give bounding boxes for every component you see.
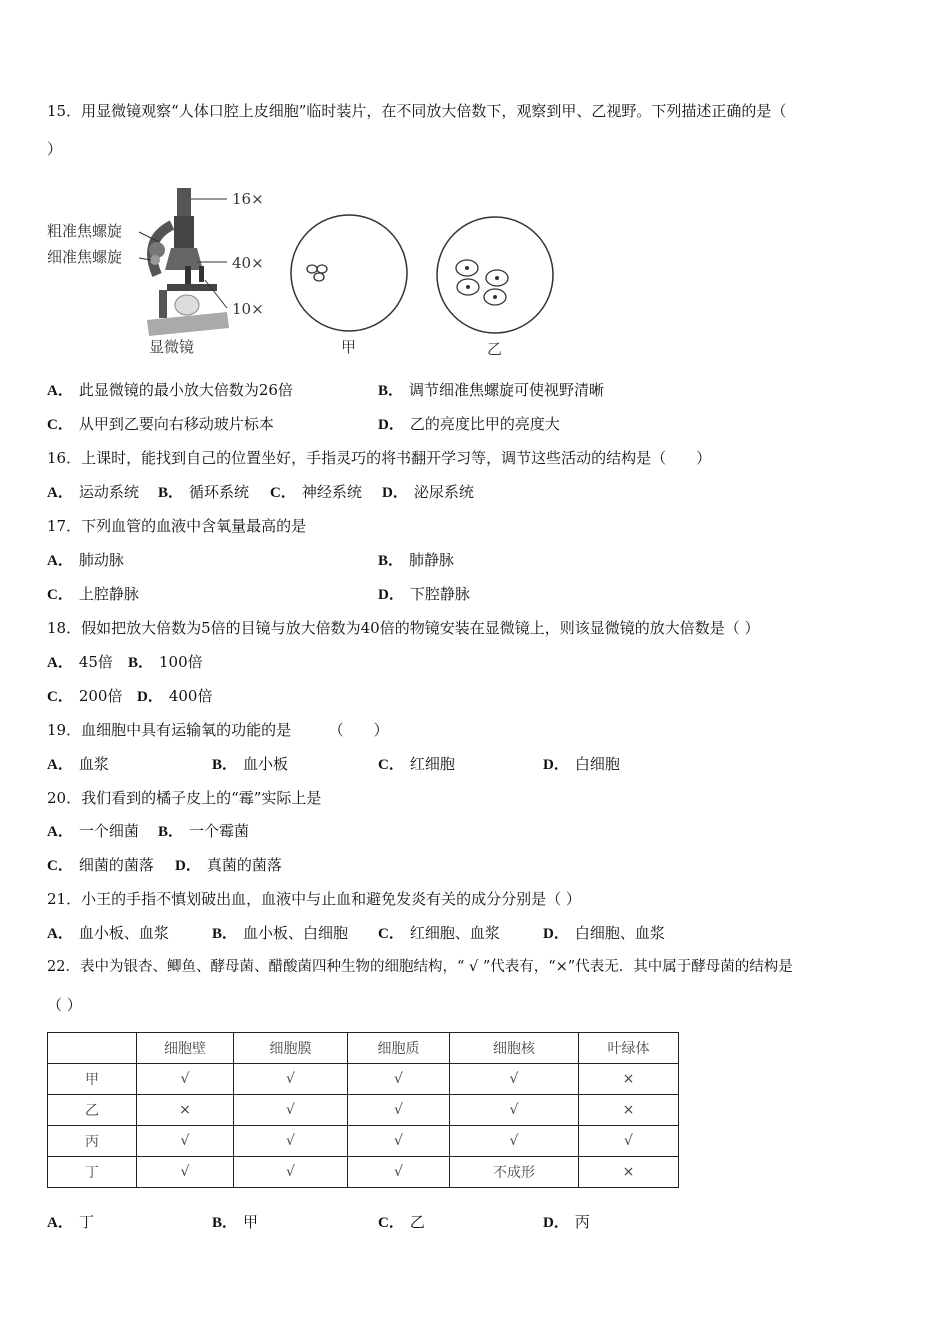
option-text: 乙 [409,1213,425,1231]
option-text: 乙的亮度比甲的亮度大 [409,415,560,433]
view-b-caption: 乙 [487,340,503,358]
option-text: 一个霉菌 [189,822,250,840]
q16-option-a[interactable] [47,482,139,503]
option-letter: A． [47,383,73,399]
option-letter: B． [128,655,154,671]
table-header-cell [48,1033,137,1064]
microscope-icon [139,188,229,336]
q17-option-d[interactable] [378,584,470,605]
option-text: 血小板 [243,755,289,773]
fine-focus-label: 细准焦螺旋 [47,248,123,266]
q15-option-a[interactable] [47,380,293,401]
q17-stem: 17．下列血管的血液中含氧量最高的是 [47,517,307,535]
option-text: 调节细准焦螺旋可使视野清晰 [409,381,605,399]
view-b-circle [437,217,553,333]
option-letter: C． [270,485,296,501]
option-letter: B． [378,383,404,399]
table-cell: 甲 [48,1064,137,1095]
option-text: 肺动脉 [78,551,124,569]
q15-stem-close: ） [47,140,63,158]
table-cell: √ [234,1095,348,1126]
q21-option-d[interactable] [543,923,665,944]
option-text: 一个细菌 [78,822,139,840]
table-cell: √ [137,1157,234,1188]
table-cell: √ [234,1126,348,1157]
option-text: 甲 [243,1213,259,1231]
option-text: 神经系统 [301,483,362,501]
table-row [48,1095,679,1126]
table-header-cell: 细胞膜 [234,1033,348,1064]
option-text: 血小板、白细胞 [243,924,349,942]
q19-option-a[interactable] [47,754,109,775]
table-cell: √ [234,1157,348,1188]
option-text: 100倍 [159,653,203,671]
table-cell: √ [348,1095,450,1126]
option-letter: A． [47,926,73,942]
table-cell: √ [348,1126,450,1157]
q19-option-c[interactable] [378,754,455,775]
q16-stem: 16．上课时，能找到自己的位置坐好，手指灵巧的将书翻开学习等，调节这些活动的结构是（ ） [47,449,712,467]
view-b-cells [456,260,508,305]
option-letter: D． [543,926,569,942]
option-text: 细菌的菌落 [78,856,154,874]
option-text: 白细胞 [574,755,620,773]
q20-option-d[interactable] [175,855,282,876]
option-letter: B． [378,553,404,569]
q16-option-c[interactable] [270,482,362,503]
option-text: 血小板、血浆 [78,924,169,942]
table-header-cell: 细胞核 [450,1033,579,1064]
table-cell: 不成形 [450,1157,579,1188]
table-cell: × [579,1157,679,1188]
option-letter: D． [543,757,569,773]
q15-figure [47,180,562,360]
cell-structure-table [47,1032,679,1188]
option-text: 从甲到乙要向右移动玻片标本 [78,415,274,433]
option-text: 白细胞、血浆 [574,924,665,942]
option-text: 此显微镜的最小放大倍数为26倍 [78,381,293,399]
option-text: 200倍 [78,687,123,705]
table-cell: 丙 [48,1126,137,1157]
table-cell: 丁 [48,1157,137,1188]
view-a-caption: 甲 [341,338,357,356]
q18-option-d[interactable] [137,686,212,707]
option-letter: C． [47,417,73,433]
q18-stem: 18．假如把放大倍数为5倍的目镜与放大倍数为40倍的物镜安装在显微镜上，则该显微镜的放大倍数是（ ） [47,619,760,637]
table-row [48,1126,679,1157]
microscope-and-views [47,180,562,360]
option-text: 肺静脉 [409,551,455,569]
option-text: 丙 [574,1213,590,1231]
option-letter: C． [47,858,73,874]
option-text: 下腔静脉 [409,585,470,603]
option-text: 400倍 [168,687,213,705]
q16-option-b[interactable] [158,482,249,503]
q20-option-b[interactable] [158,821,249,842]
option-text: 红细胞、血浆 [409,924,500,942]
option-letter: B． [158,485,184,501]
table-header-cell: 细胞质 [348,1033,450,1064]
option-letter: A． [47,655,73,671]
q20-option-c[interactable] [47,855,154,876]
option-letter: D． [378,587,404,603]
q19-option-d[interactable] [543,754,620,775]
option-letter: B． [212,757,238,773]
coarse-focus-label: 粗准焦螺旋 [47,222,123,240]
option-letter: D． [382,485,408,501]
option-letter: A． [47,1215,73,1231]
table-row [48,1157,679,1188]
q22-stem-close: （ ） [47,996,82,1014]
option-letter: D． [137,689,163,705]
option-letter: B． [158,824,184,840]
view-a-circle [291,215,407,331]
table-cell: √ [450,1064,579,1095]
table-cell: √ [137,1064,234,1095]
table-cell: √ [348,1064,450,1095]
option-letter: D． [378,417,404,433]
q22-option-c[interactable] [378,1212,425,1233]
option-letter: A． [47,824,73,840]
option-letter: B． [212,1215,238,1231]
table-cell: √ [234,1064,348,1095]
table-header-row [48,1033,679,1064]
table-row [48,1064,679,1095]
microscope-caption: 显微镜 [149,338,195,356]
option-text: 真菌的菌落 [206,856,282,874]
view-a-cells [307,265,327,281]
q17-option-a[interactable] [47,550,124,571]
option-text: 血浆 [78,755,109,773]
table-cell: √ [137,1126,234,1157]
table-cell: × [137,1095,234,1126]
q20-option-a[interactable] [47,821,139,842]
q22-option-b[interactable] [212,1212,258,1233]
option-letter: C． [378,757,404,773]
q15-option-c[interactable] [47,414,274,435]
q21-option-b[interactable] [212,923,348,944]
objective-low-label: 10× [232,300,264,318]
table-cell: √ [450,1095,579,1126]
table-header-cell: 叶绿体 [579,1033,679,1064]
q21-option-c[interactable] [378,923,500,944]
q15-stem: 15．用显微镜观察“人体口腔上皮细胞”临时装片，在不同放大倍数下，观察到甲、乙视野。下列描述正确的是（ [47,102,787,120]
option-text: 上腔静脉 [78,585,139,603]
q18-option-c[interactable] [47,686,122,707]
table-cell: × [579,1064,679,1095]
option-letter: C． [378,926,404,942]
table-cell: √ [348,1157,450,1188]
option-letter: C． [47,689,73,705]
table-cell: × [579,1095,679,1126]
q20-stem: 20．我们看到的橘子皮上的“霉”实际上是 [47,789,322,807]
table-cell: √ [450,1126,579,1157]
q15-option-b[interactable] [378,380,604,401]
option-letter: D． [543,1215,569,1231]
q22-option-d[interactable] [543,1212,590,1233]
q21-stem: 21．小王的手指不慎划破出血，血液中与止血和避免发炎有关的成分分别是（ ） [47,890,581,908]
option-text: 泌尿系统 [413,483,474,501]
q18-option-b[interactable] [128,652,203,673]
option-letter: C． [378,1215,404,1231]
option-letter: A． [47,757,73,773]
option-text: 45倍 [78,653,113,671]
q19-option-b[interactable] [212,754,288,775]
q19-stem: 19．血细胞中具有运输氧的功能的是 （ ） [47,721,389,739]
objective-high-label: 40× [232,254,264,272]
option-letter: A． [47,485,73,501]
option-letter: A． [47,553,73,569]
q17-option-c[interactable] [47,584,139,605]
q15-option-d[interactable] [378,414,560,435]
q22-option-a[interactable] [47,1212,94,1233]
table-header-cell: 细胞壁 [137,1033,234,1064]
table-cell: √ [579,1126,679,1157]
option-letter: B． [212,926,238,942]
q22-stem: 22．表中为银杏、鲫鱼、酵母菌、醋酸菌四种生物的细胞结构，“ √ ”代表有，“×”代表无．其中属于酵母菌的结构是 [47,959,793,975]
q16-option-d[interactable] [382,482,474,503]
option-text: 运动系统 [78,483,139,501]
table-cell: 乙 [48,1095,137,1126]
option-text: 循环系统 [189,483,250,501]
option-text: 丁 [78,1213,94,1231]
q17-option-b[interactable] [378,550,454,571]
option-letter: C． [47,587,73,603]
eyepiece-label: 16× [232,190,264,208]
q21-option-a[interactable] [47,923,169,944]
option-text: 红细胞 [409,755,455,773]
q18-option-a[interactable] [47,652,113,673]
option-letter: D． [175,858,201,874]
